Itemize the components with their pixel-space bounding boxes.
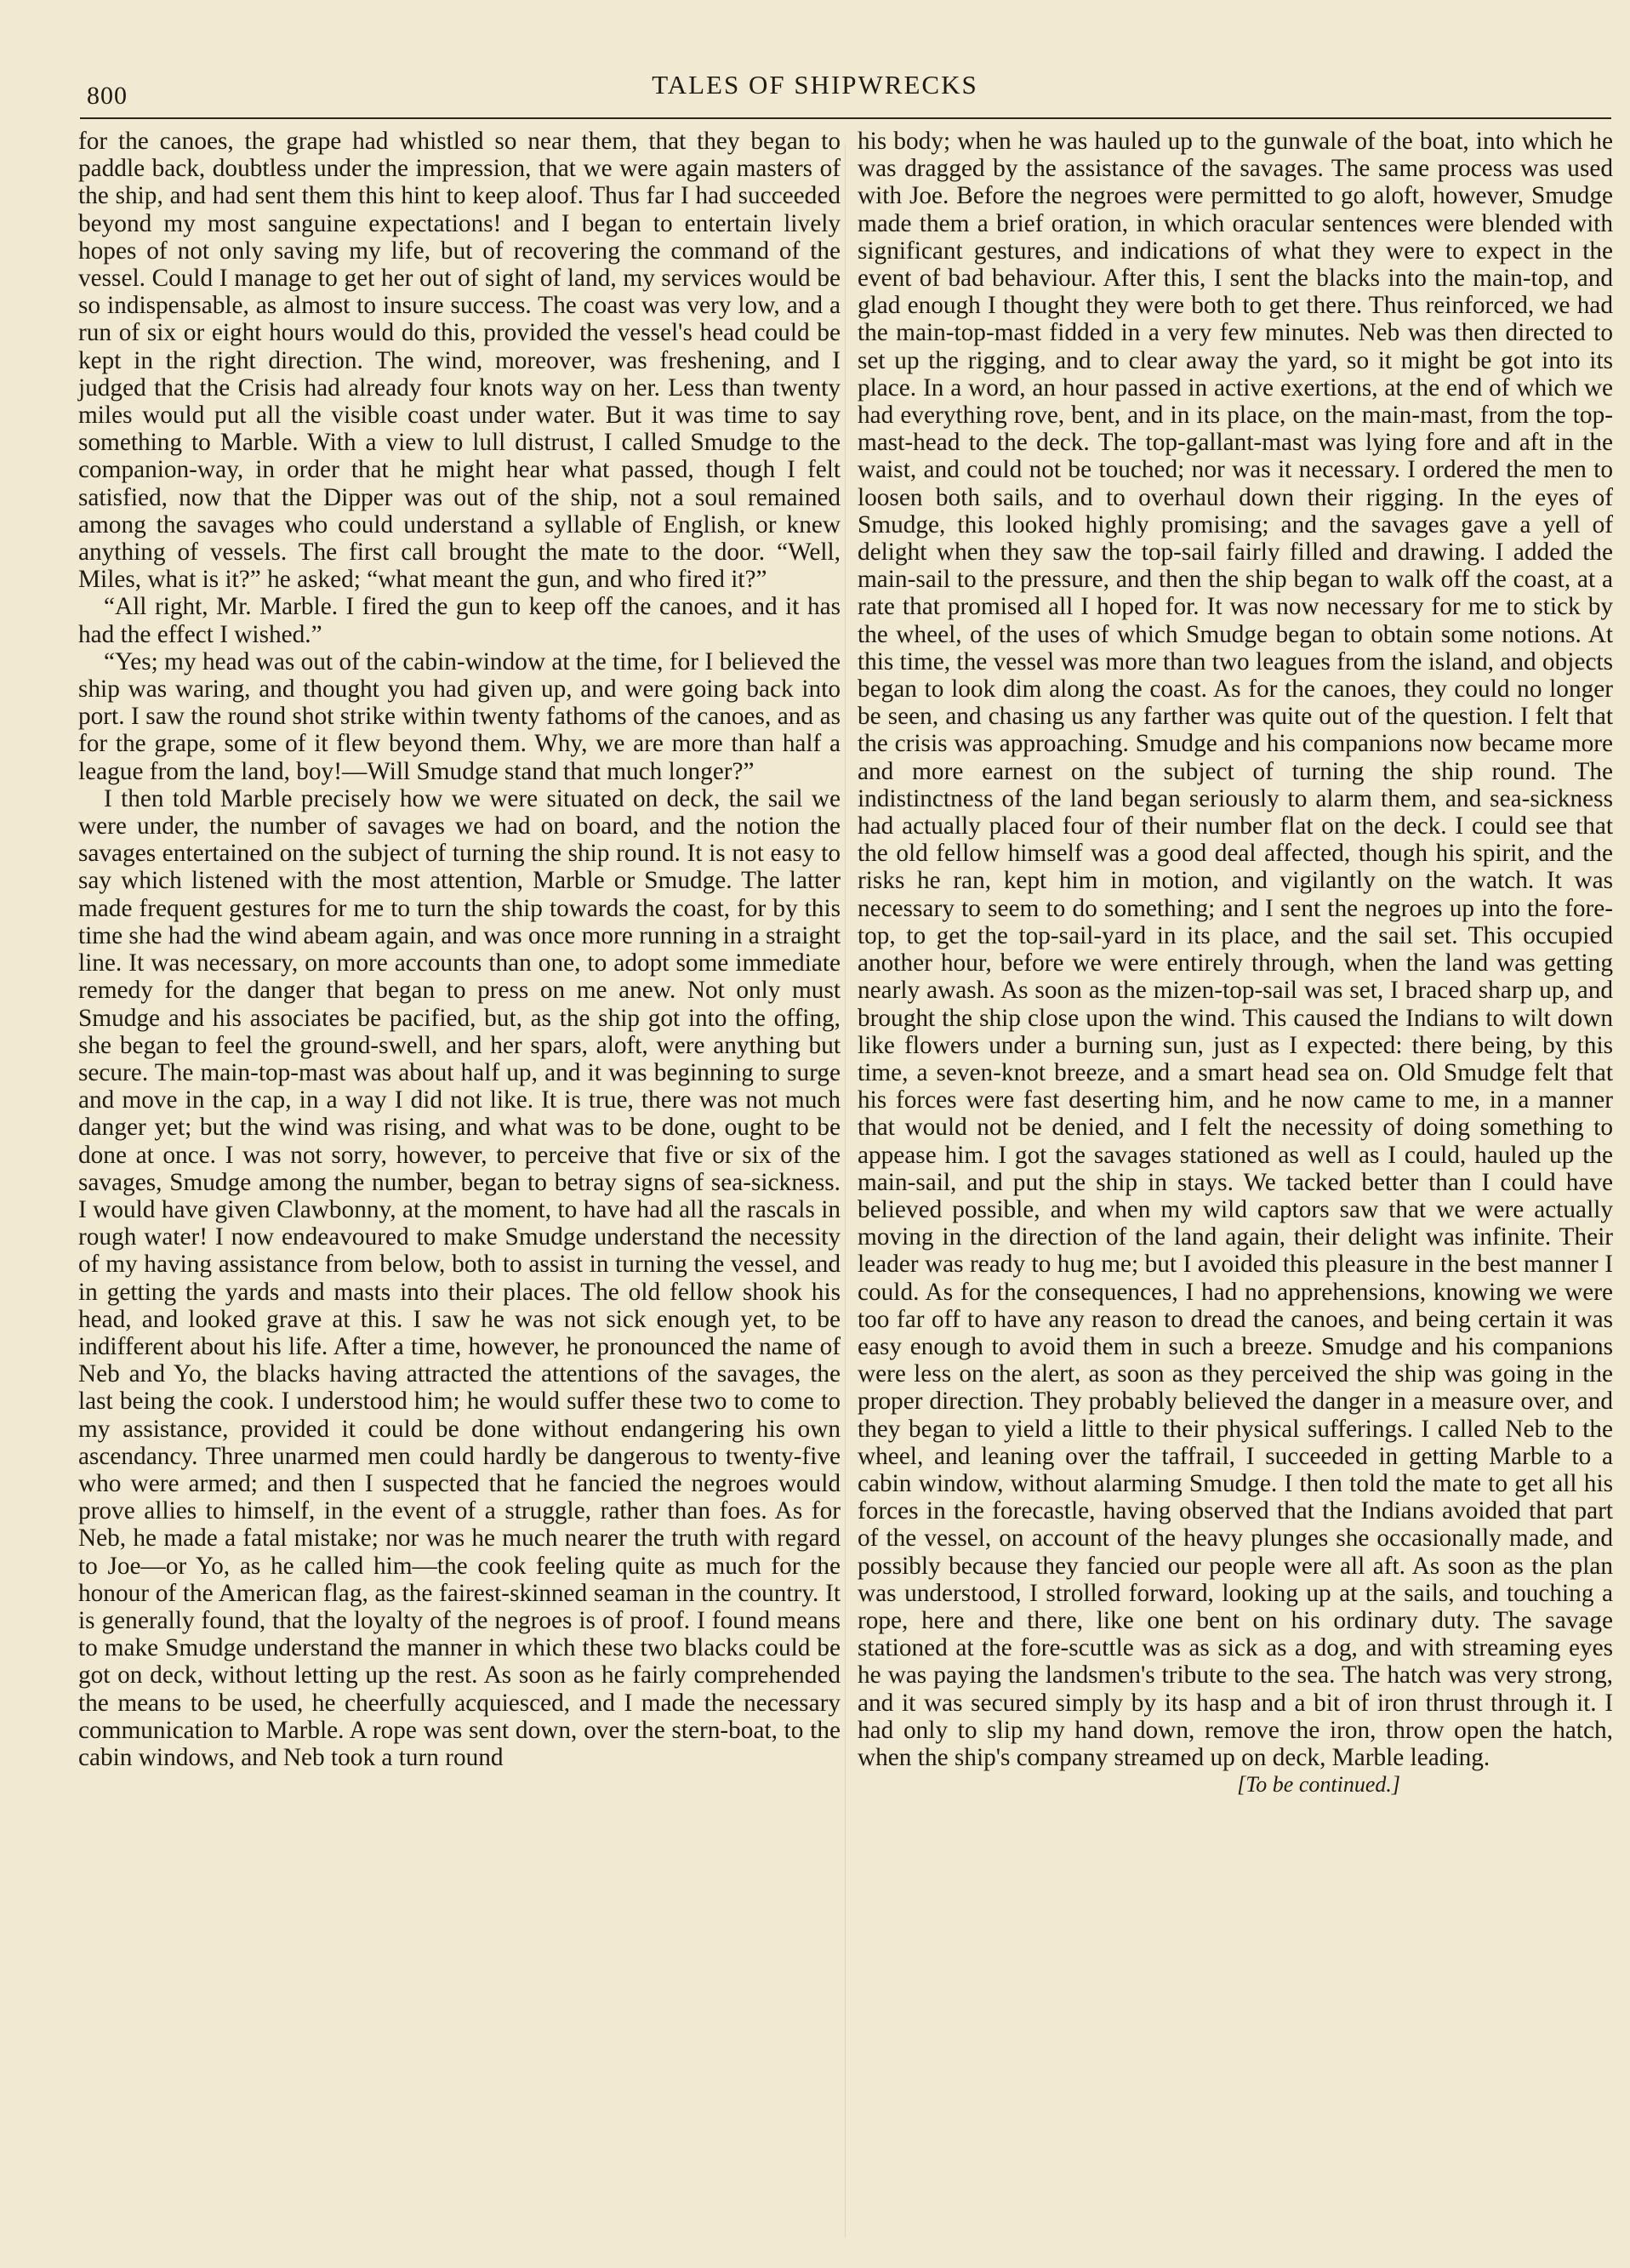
paragraph: “All right, Mr. Marble. I fired the gun to keep off the canoes, and it has had the effect I wished.” xyxy=(78,593,841,648)
left-column xyxy=(78,128,841,1771)
paragraph: for the canoes, the grape had whistled so near them, that they began to paddle back, doubtless under the impression, that we were again masters of the ship, and had sent them this hint to keep aloof. Thus far I had succeeded beyond my most sanguine expectations! and I began to entertain lively hopes of not only saving my life, but of recovering the command of the vessel. Could I manage to get her out of sight of land, my services would be so indispensable, as almost to insure success. The coast was very low, and a run of six or eight hours would do this, provided the vessel's head could be kept in the right direction. The wind, moreover, was freshening, and I judged that the Crisis had already four knots way on her. Less than twenty miles would put all the visible coast under water. But it was time to say something to Marble. With a view to lull distrust, I called Smudge to the companion-way, in order that he might hear what passed, though I felt satisfied, now that the Dipper was out of the ship, not a soul remained among the savages who could understand a syllable of English, or knew anything of vessels. The first call brought the mate to the door. “Well, Miles, what is it?” he asked; “what meant the gun, and who fired it?” xyxy=(78,128,841,594)
column-gutter xyxy=(845,145,846,2237)
paragraph: his body; when he was hauled up to the gunwale of the boat, into which he was dragged by the assistance of the savages. The same process was used with Joe. Before the negroes were permitted to go aloft, however, Smudge made them a brief oration, in which oracular sentences were blended with significant gestures, and indications of what they were to expect in the event of bad behaviour. After this, I sent the blacks into the main-top, and glad enough I thought they were both to get there. Thus reinforced, we had the main-top-mast fidded in a very few minutes. Neb was then directed to set up the rigging, and to clear away the yard, so it might be got into its place. In a word, an hour passed in active exertions, at the end of which we had everything rove, bent, and in its place, on the main-mast, from the top-mast-head to the deck. The top-gallant-mast was lying fore and aft in the waist, and could not be touched; nor was it necessary. I ordered the men to loosen both sails, and to overhaul down their rigging. In the eyes of Smudge, this looked highly promising; and the savages gave a yell of delight when they saw the top-sail fairly filled and drawing. I added the main-sail to the pressure, and then the ship began to walk off the coast, at a rate that promised all I hoped for. It was now necessary for me to stick by the wheel, of the uses of which Smudge began to obtain some notions. At this time, the vessel was more than two leagues from the island, and objects began to look dim along the coast. As for the canoes, they could no longer be seen, and chasing us any farther was quite out of the question. I felt that the crisis was approaching. Smudge and his companions now became more and more earnest on the subject of turning the ship round. The indistinctness of the land began seriously to alarm them, and sea-sickness had actually placed four of their number flat on the deck. I could see that the old fellow himself was a good deal affected, though his spirit, and the risks he ran, kept him in motion, and vigilantly on the watch. It was necessary to seem to do something; and I sent the negroes up into the fore-top, to get the top-sail-yard in its place, and the sail set. This occupied another hour, before we were entirely through, when the land was getting nearly awash. As soon as the mizen-top-sail was set, I braced sharp up, and brought the ship close upon the wind. This caused the Indians to wilt down like flowers under a burning sun, just as I expected: there being, by this time, a seven-knot breeze, and a smart head sea on. Old Smudge felt that his forces were fast deserting him, and he now came to me, in a manner that would not be denied, and I felt the necessity of doing something to appease him. I got the savages stationed as well as I could, hauled up the main-sail, and put the ship in stays. We tacked better than I could have believed possible, and when my wild captors saw that we were actually moving in the direction of the land again, their delight was infinite. Their leader was ready to hug me; but I avoided this pleasure in the best manner I could. As for the consequences, I had no apprehensions, knowing we were too far off to have any reason to dread the canoes, and being certain it was easy enough to avoid them in such a breeze. Smudge and his companions were less on the alert, as soon as they perceived the ship was going in the proper direction. They probably believed the danger in a measure over, and they began to yield a little to their physical sufferings. I called Neb to the wheel, and leaning over the taffrail, I succeeded in getting Marble to a cabin window, without alarming Smudge. I then told the mate to get all his forces in the forecastle, having observed that the Indians avoided that part of the vessel, on account of the heavy plunges she occasionally made, and possibly because they fancied our people were all aft. As soon as the plan was understood, I strolled forward, looking up at the sails, and touching a rope, here and there, like one bent on his ordinary duty. The savage stationed at the fore-scuttle was as sick as a dog, and with streaming eyes he was paying the landsmen's tribute to the sea. The hatch was very strong, and it was secured simply by its hasp and a bit of iron thrust through it. I had only to slip my hand down, remove the iron, throw open the hatch, when the ship's company streamed up on deck, Marble leading. xyxy=(858,128,1613,1771)
right-column xyxy=(858,128,1613,1798)
paragraph: “Yes; my head was out of the cabin-window at the time, for I believed the ship was waring, and thought you had given up, and were going back into port. I saw the round shot strike within twenty fathoms of the canoes, and as for the grape, some of it flew beyond them. Why, we are more than half a league from the land, boy!—Will Smudge stand that much longer?” xyxy=(78,647,841,785)
page-number: 800 xyxy=(87,82,128,110)
paragraph: I then told Marble precisely how we were situated on deck, the sail we were under, the number of savages we had on board, and the notion the savages entertained on the subject of turning the ship round. It is not easy to say which listened with the most attention, Marble or Smudge. The latter made frequent gestures for me to turn the ship towards the coast, for by this time she had the wind abeam again, and was once more running in a straight line. It was necessary, on more accounts than one, to adopt some immediate remedy for the danger that began to press on me anew. Not only must Smudge and his associates be pacified, but, as the ship got into the offing, she began to feel the ground-swell, and her spars, aloft, were anything but secure. The main-top-mast was about half up, and it was beginning to surge and move in the cap, in a way I did not like. It is true, there was not much danger yet; but the wind was rising, and what was to be done, ought to be done at once. I was not sorry, however, to perceive that five or six of the savages, Smudge among the number, began to betray signs of sea-sickness. I would have given Clawbonny, at the moment, to have had all the rascals in rough water! I now endeavoured to make Smudge understand the necessity of my having assistance from below, both to assist in turning the vessel, and in getting the yards and masts into their places. The old fellow shook his head, and looked grave at this. I saw he was not sick enough yet, to be indifferent about his life. After a time, however, he pronounced the name of Neb and Yo, the blacks having attracted the attentions of the savages, the last being the cook. I understood him; he would suffer these two to come to my assistance, provided it could be done without endangering his own ascendancy. Three unarmed men could hardly be dangerous to twenty-five who were armed; and then I suspected that he fancied the negroes would prove allies to himself, in the event of a struggle, rather than foes. As for Neb, he made a fatal mistake; nor was he much nearer the truth with regard to Joe—or Yo, as he called him—the cook feeling quite as much for the honour of the American flag, as the fairest-skinned seaman in the country. It is generally found, that the loyalty of the negroes is of proof. I found means to make Smudge understand the manner in which these two blacks could be got on deck, without letting up the rest. As soon as he fairly comprehended the means to be used, he cheerfully acquiesced, and I made the necessary communication to Marble. A rope was sent down, over the stern-boat, to the cabin windows, and Neb took a turn round xyxy=(78,784,841,1771)
continued-note: [To be continued.] xyxy=(1237,1772,1400,1798)
running-title: TALES OF SHIPWRECKS xyxy=(652,70,978,100)
header-rule xyxy=(80,117,1611,119)
